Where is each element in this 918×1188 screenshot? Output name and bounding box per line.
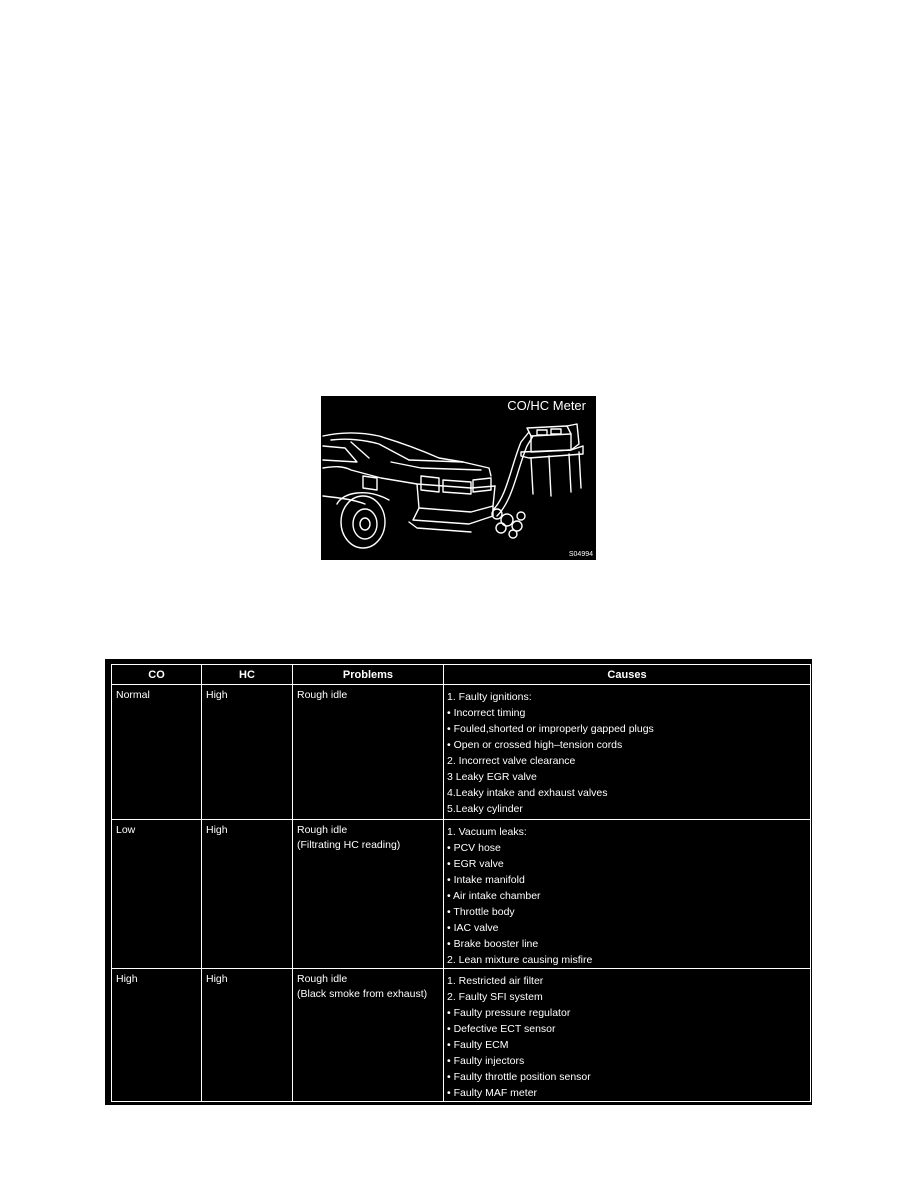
table-row [112, 820, 811, 969]
cause-line: • Faulty pressure regulator [447, 1007, 571, 1019]
co-cell: High [112, 969, 202, 1102]
problem-line: Rough idle [297, 973, 348, 985]
cause-line: • Open or crossed high–tension cords [447, 739, 623, 751]
cause-line: • Faulty injectors [447, 1055, 525, 1067]
cause-line: • IAC valve [447, 922, 499, 934]
car-and-meter-drawing [321, 396, 596, 560]
cause-line: • Faulty throttle position sensor [447, 1071, 591, 1083]
cause-line: 2. Incorrect valve clearance [447, 755, 576, 767]
problems-cell [293, 969, 444, 1102]
cause-line: • Brake booster line [447, 938, 539, 950]
problems-cell [293, 820, 444, 969]
co-cell: Normal [112, 685, 202, 820]
column-header-problems: Problems [293, 665, 444, 685]
cause-line: • PCV hose [447, 842, 501, 854]
causes-cell [444, 685, 811, 820]
hc-cell: High [202, 685, 293, 820]
causes-cell [444, 969, 811, 1102]
cause-line: • Fouled,shorted or improperly gapped plugs [447, 723, 654, 735]
cause-line: 1. Restricted air filter [447, 975, 544, 987]
table-row [112, 969, 811, 1102]
cause-line: 2. Faulty SFI system [447, 991, 543, 1003]
cause-line: 5.Leaky cylinder [447, 803, 523, 815]
causes-cell [444, 820, 811, 969]
column-header-causes: Causes [444, 665, 811, 685]
table-header-row [112, 665, 811, 685]
problems-cell [293, 685, 444, 820]
problem-line: (Black smoke from exhaust) [297, 988, 428, 1000]
column-header-hc: HC [202, 665, 293, 685]
cause-line: • Intake manifold [447, 874, 525, 886]
diagnosis-table-container [105, 659, 812, 1105]
hc-cell: High [202, 969, 293, 1102]
cause-line: • Incorrect timing [447, 707, 526, 719]
figure-code: S04994 [568, 551, 593, 558]
cause-line: 3 Leaky EGR valve [447, 771, 537, 783]
cause-line: 1. Faulty ignitions: [447, 691, 532, 703]
cause-line: • Defective ECT sensor [447, 1023, 556, 1035]
problem-line: (Filtrating HC reading) [297, 839, 401, 851]
hc-cell: High [202, 820, 293, 969]
cause-line: • EGR valve [447, 858, 504, 870]
table-row [112, 685, 811, 820]
cause-line: 2. Lean mixture causing misfire [447, 954, 593, 966]
figure-title: CO/HC Meter [507, 398, 586, 413]
cause-line: 4.Leaky intake and exhaust valves [447, 787, 608, 799]
problem-line: Rough idle [297, 689, 348, 701]
cause-line: • Faulty ECM [447, 1039, 509, 1051]
cause-line: 1. Vacuum leaks: [447, 826, 527, 838]
column-header-co: CO [112, 665, 202, 685]
diagnosis-table [111, 664, 811, 1102]
problem-line: Rough idle [297, 824, 348, 836]
cause-line: • Faulty MAF meter [447, 1087, 538, 1099]
cause-line: • Throttle body [447, 906, 515, 918]
cause-line: • Air intake chamber [447, 890, 541, 902]
co-cell: Low [112, 820, 202, 969]
co-hc-meter-illustration [321, 396, 596, 560]
